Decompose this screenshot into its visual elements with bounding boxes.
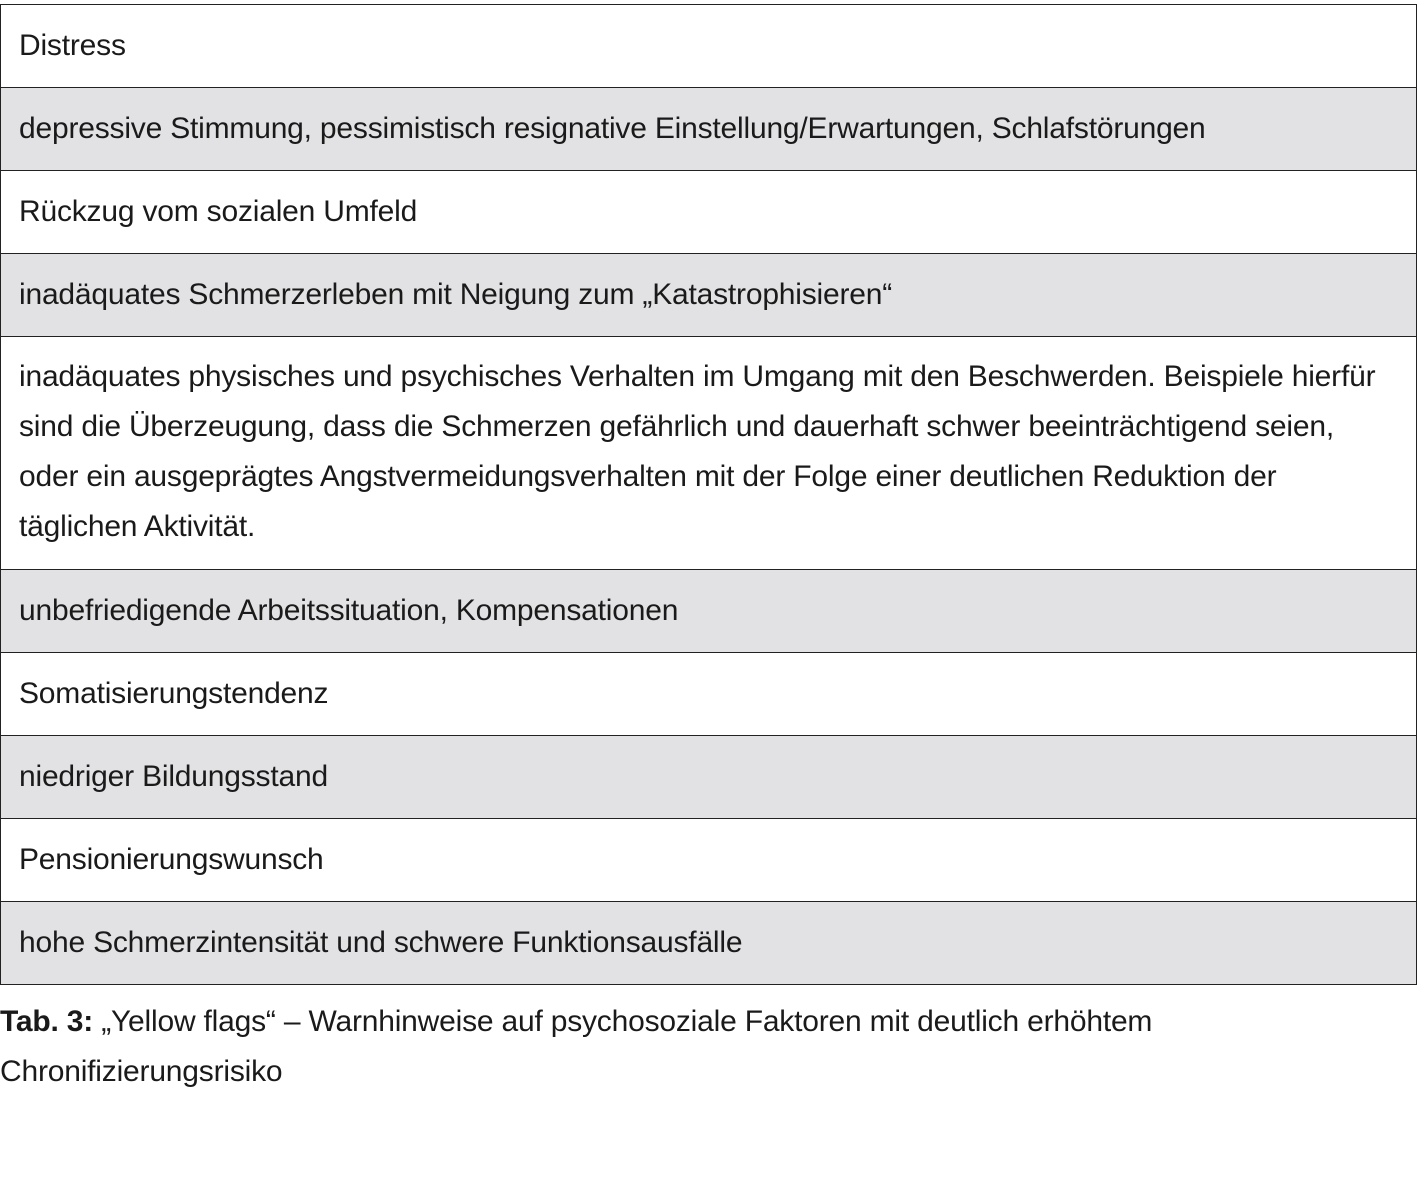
table-cell: depressive Stimmung, pessimistisch resignative Einstellung/Erwartungen, Schlafstörungen — [1, 88, 1417, 171]
table-cell: unbefriedigende Arbeitssituation, Kompensationen — [1, 570, 1417, 653]
table-cell: inadäquates physisches und psychisches Verhalten im Umgang mit den Beschwerden. Beispiele hierfür sind die Überzeugung, dass die Schmerzen gefährlich und dauerhaft schwer beeinträchtigend seien, oder ein ausgeprägtes Angstvermeidungsverhalten mit der Folge einer deutlichen Reduktion der täglichen Aktivität. — [1, 337, 1417, 570]
caption-label: Tab. 3: — [0, 1005, 94, 1038]
table-row — [1, 819, 1417, 902]
table-row — [1, 171, 1417, 254]
table-cell: niedriger Bildungsstand — [1, 736, 1417, 819]
table-cell: Rückzug vom sozialen Umfeld — [1, 171, 1417, 254]
table-caption — [0, 997, 1400, 1097]
table-row — [1, 5, 1417, 88]
table-row — [1, 254, 1417, 337]
table-row — [1, 653, 1417, 736]
caption-text: „Yellow flags“ – Warnhinweise auf psychosoziale Faktoren mit deutlich erhöhtem Chronifizierungsrisiko — [0, 1005, 1153, 1088]
table-cell: Somatisierungstendenz — [1, 653, 1417, 736]
table-row — [1, 570, 1417, 653]
table-row — [1, 337, 1417, 570]
table-row — [1, 736, 1417, 819]
table-cell: Distress — [1, 5, 1417, 88]
yellow-flags-table-container — [0, 4, 1417, 985]
table-cell: inadäquates Schmerzerleben mit Neigung zum „Katastrophisieren“ — [1, 254, 1417, 337]
table-cell: hohe Schmerzintensität und schwere Funktionsausfälle — [1, 902, 1417, 985]
table-row — [1, 88, 1417, 171]
yellow-flags-table — [0, 4, 1417, 985]
table-cell: Pensionierungswunsch — [1, 819, 1417, 902]
table-row — [1, 902, 1417, 985]
